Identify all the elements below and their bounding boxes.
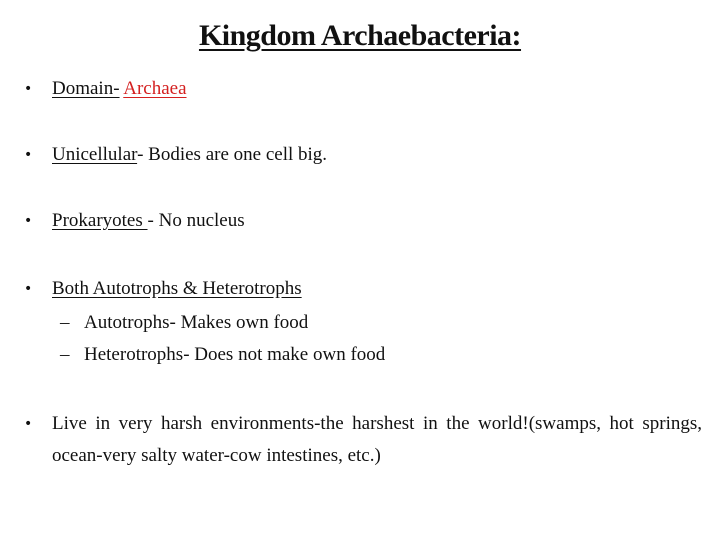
bullet-environments-text: Live in very harsh environments-the harshest in the world!(swamps, hot springs, ocean-very salty water-cow intestines, etc.)	[52, 413, 702, 466]
bullet-icon: •	[24, 213, 33, 229]
bullet-environments	[24, 408, 704, 472]
dash-icon: –	[60, 344, 70, 365]
slide-title: Kingdom Archaebacteria:	[198, 19, 522, 52]
bullet-unicellular-text: - Bodies are one cell big.	[137, 144, 328, 165]
subitem-autotrophs	[60, 308, 308, 338]
bullet-icon: •	[24, 281, 33, 297]
bullet-prokaryotes-text: - No nucleus	[147, 210, 245, 231]
bullet-prokaryotes-label: Prokaryotes	[52, 210, 148, 231]
dash-icon: –	[60, 312, 70, 333]
bullet-domain	[24, 74, 187, 104]
subitem-heterotrophs-text: Heterotrophs- Does not make own food	[84, 344, 386, 365]
bullet-icon: •	[24, 416, 33, 432]
bullet-icon: •	[24, 147, 33, 163]
bullet-icon: •	[24, 81, 33, 97]
bullet-domain-label: Domain-	[52, 78, 120, 99]
subitem-autotrophs-text: Autotrophs- Makes own food	[84, 312, 309, 333]
bullet-prokaryotes	[24, 206, 245, 236]
bullet-unicellular-label: Unicellular	[52, 144, 138, 165]
bullet-unicellular	[24, 140, 327, 170]
bullet-trophs	[24, 274, 302, 304]
bullet-domain-value: Archaea	[123, 78, 187, 99]
bullet-trophs-label: Both Autotrophs & Heterotrophs	[52, 278, 302, 299]
subitem-heterotrophs	[60, 340, 385, 370]
